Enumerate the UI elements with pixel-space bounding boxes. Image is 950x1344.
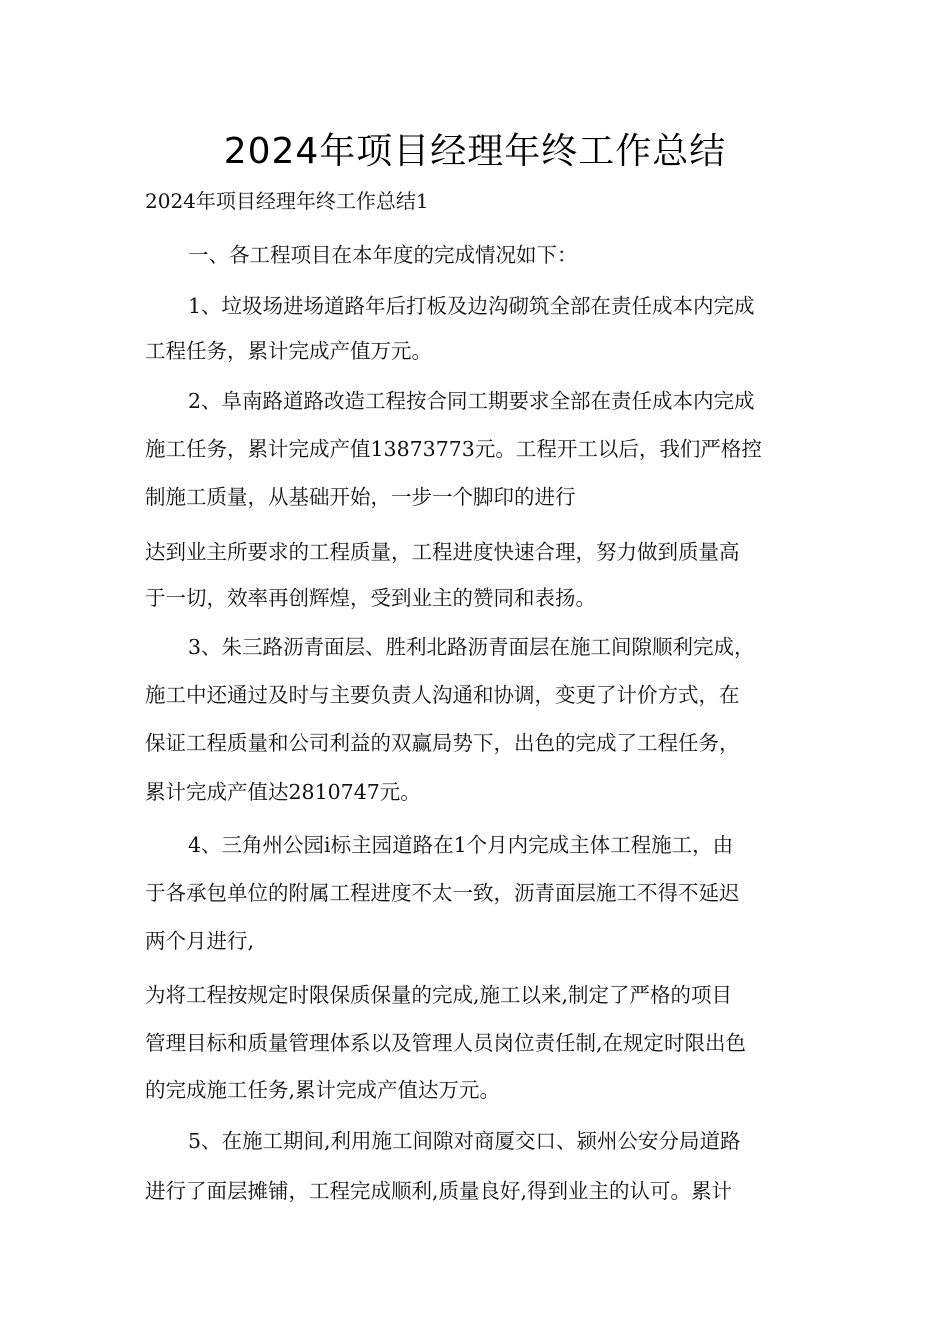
paragraph-line: 的完成施工任务,累计完成产值达万元。: [145, 1078, 501, 1102]
paragraph-line: 制施工质量，从基础开始，一步一个脚印的进行: [145, 485, 576, 509]
paragraph-line: 于一切，效率再创辉煌，受到业主的赞同和表扬。: [145, 586, 596, 610]
paragraph-line: 达到业主所要求的工程质量，工程进度快速合理，努力做到质量高: [145, 540, 740, 564]
paragraph-line: 一、各工程项目在本年度的完成情况如下：: [188, 243, 578, 267]
document-title: 2024年项目经理年终工作总结: [223, 131, 727, 172]
paragraph-line: 施工中还通过及时与主要负责人沟通和协调，变更了计价方式，在: [145, 683, 740, 707]
paragraph-line: 累计完成产值达2810747元。: [145, 780, 421, 804]
paragraph-line: 于各承包单位的附属工程进度不太一致，沥青面层施工不得不延迟: [145, 881, 740, 905]
paragraph-line: 工程任务，累计完成产值万元。: [145, 339, 432, 363]
paragraph-line: 1、垃圾场进场道路年后打板及边沟砌筑全部在责任成本内完成: [188, 294, 755, 318]
paragraph-line: 管理目标和质量管理体系以及管理人员岗位责任制,在规定时限出色: [145, 1031, 747, 1055]
paragraph-line: 两个月进行,: [145, 929, 255, 953]
paragraph-line: 2、阜南路道路改造工程按合同工期要求全部在责任成本内完成: [188, 389, 755, 413]
paragraph-line: 进行了面层摊铺，工程完成顺利,质量良好,得到业主的认可。累计: [145, 1179, 733, 1203]
paragraph-line: 为将工程按规定时限保质保量的完成,施工以来,制定了严格的项目: [145, 983, 733, 1007]
paragraph-line: 3、朱三路沥青面层、胜利北路沥青面层在施工间隙顺利完成，: [188, 635, 755, 659]
paragraph-line: 施工任务，累计完成产值13873773元。工程开工以后，我们严格控: [145, 437, 762, 461]
paragraph-line: 保证工程质量和公司利益的双赢局势下，出色的完成了工程任务，: [145, 731, 740, 755]
paragraph-line: 4、三角州公园i标主园道路在1个月内完成主体工程施工，由: [188, 833, 734, 857]
document-subtitle: 2024年项目经理年终工作总结1: [145, 189, 429, 213]
paragraph-line: 5、在施工期间,利用施工间隙对商厦交口、颍州公安分局道路: [188, 1129, 741, 1153]
